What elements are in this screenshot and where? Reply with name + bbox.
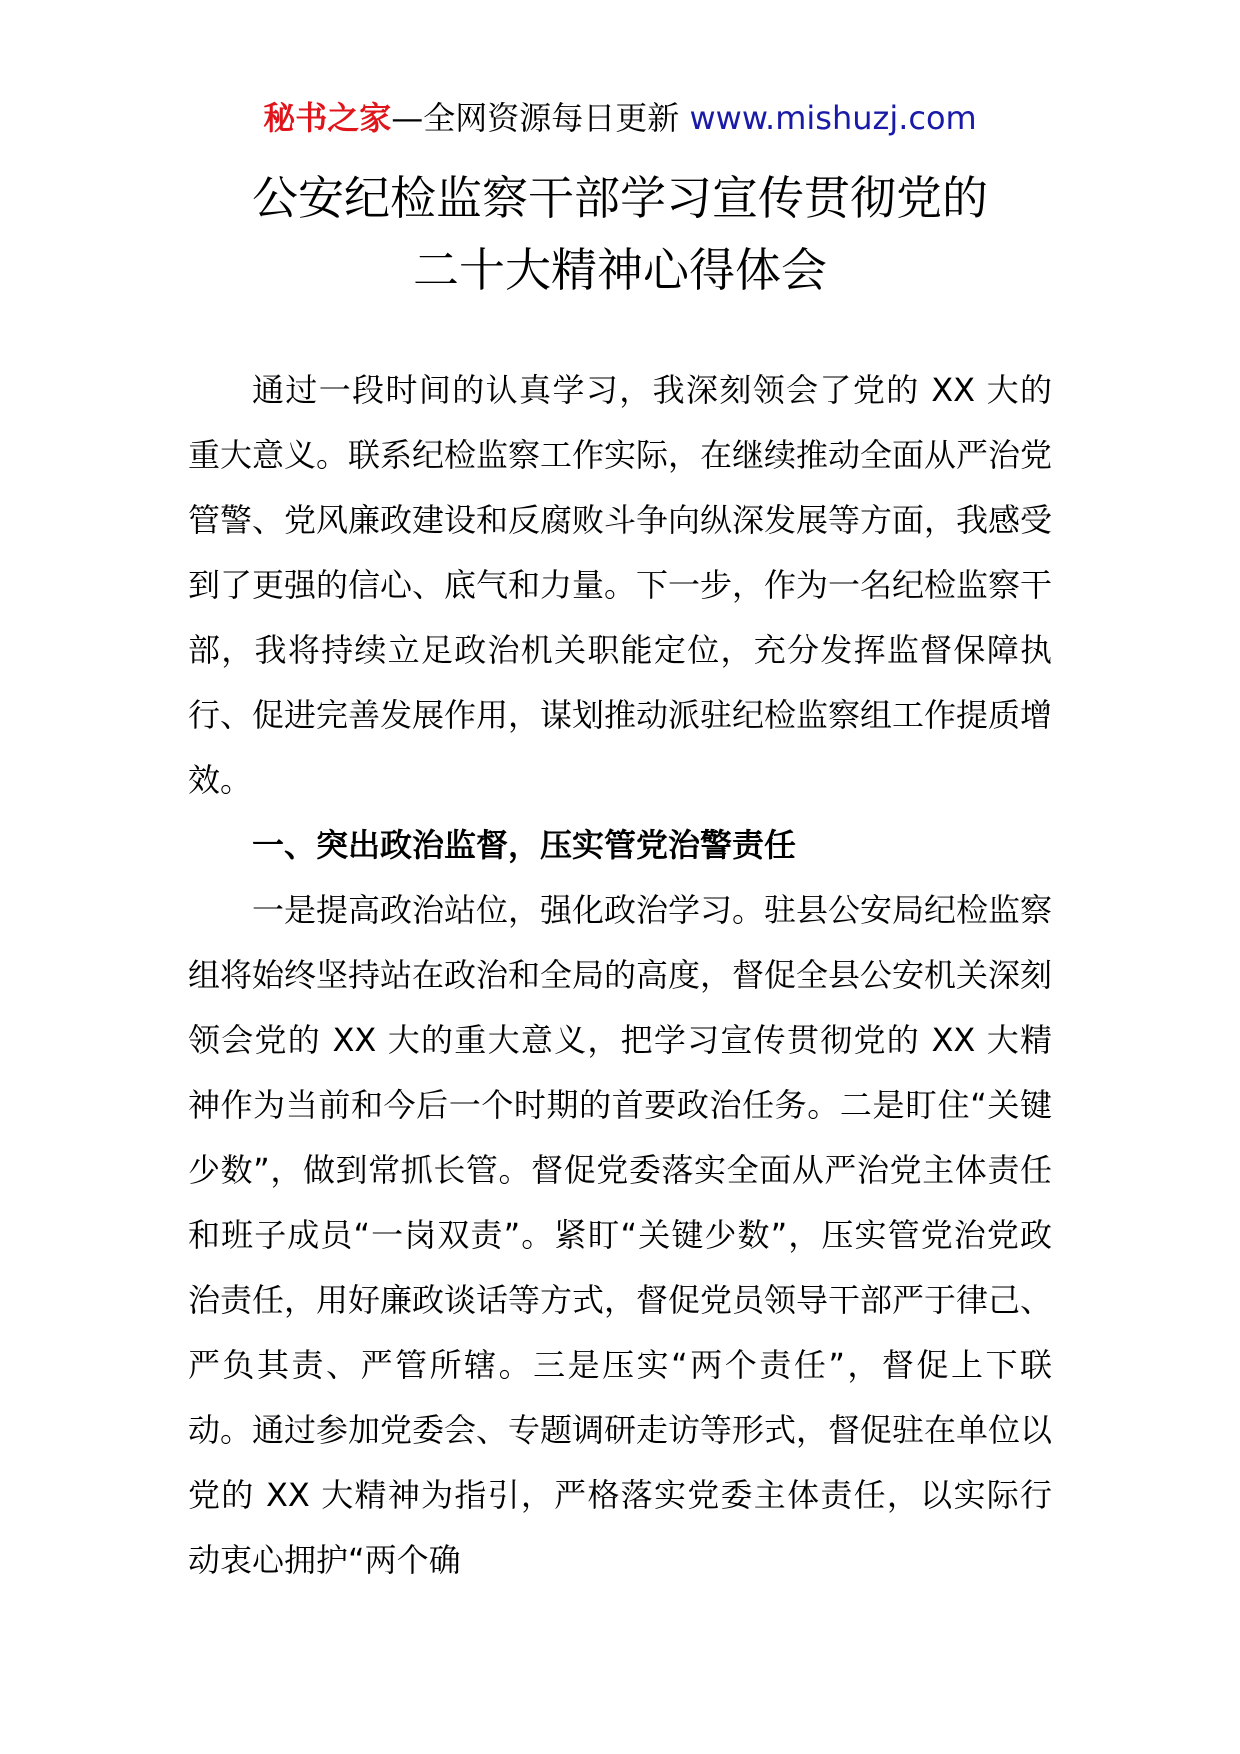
section-heading-1: 一、突出政治监督，压实管党治警责任 xyxy=(252,826,797,864)
title-line-2: 二十大精神心得体会 xyxy=(413,243,827,297)
site-header xyxy=(0,96,1240,140)
section-1-paragraph: 一是提高政治站位，强化政治学习。驻县公安局纪检监察组将始终坚持站在政治和全局的高度，督促全县公安机关深刻领会党的 XX 大的重大意义，把学习宣传贯彻党的 XX 大精神作为当前和今后一个时期的首要政治任务。二是盯住“关键少数”，做到常抓长管。督促党委落实全面从严治党主体责任和班子成员“一岗双责”。紧盯“关键少数”，压实管党治党政治责任，用好廉政谈话等方式，督促党员领导干部严于律己、严负其责、严管所辖。三是压实“两个责任”，督促上下联动。通过参加党委会、专题调研走访等形式，督促驻在单位以党的 XX 大精神为指引，严格落实党委主体责任，以实际行动衷心拥护“两个确 xyxy=(188,891,1053,1579)
site-url[interactable]: www.mishuzj.com xyxy=(689,99,977,137)
document-body xyxy=(188,358,1052,1593)
header-tagline: —全网资源每日更新 xyxy=(391,99,690,137)
intro-paragraph: 通过一段时间的认真学习，我深刻领会了党的 XX 大的重大意义。联系纪检监察工作实际，在继续推动全面从严治党管警、党风廉政建设和反腐败斗争向纵深发展等方面，我感受到了更强的信心、底气和力量。下一步，作为一名纪检监察干部，我将持续立足政治机关职能定位，充分发挥监督保障执行、促进完善发展作用，谋划推动派驻纪检监察组工作提质增效。 xyxy=(188,371,1053,799)
document-title xyxy=(0,162,1240,306)
title-line-1: 公安纪检监察干部学习宣传贯彻党的 xyxy=(252,171,988,225)
brand-name: 秘书之家 xyxy=(263,99,392,137)
